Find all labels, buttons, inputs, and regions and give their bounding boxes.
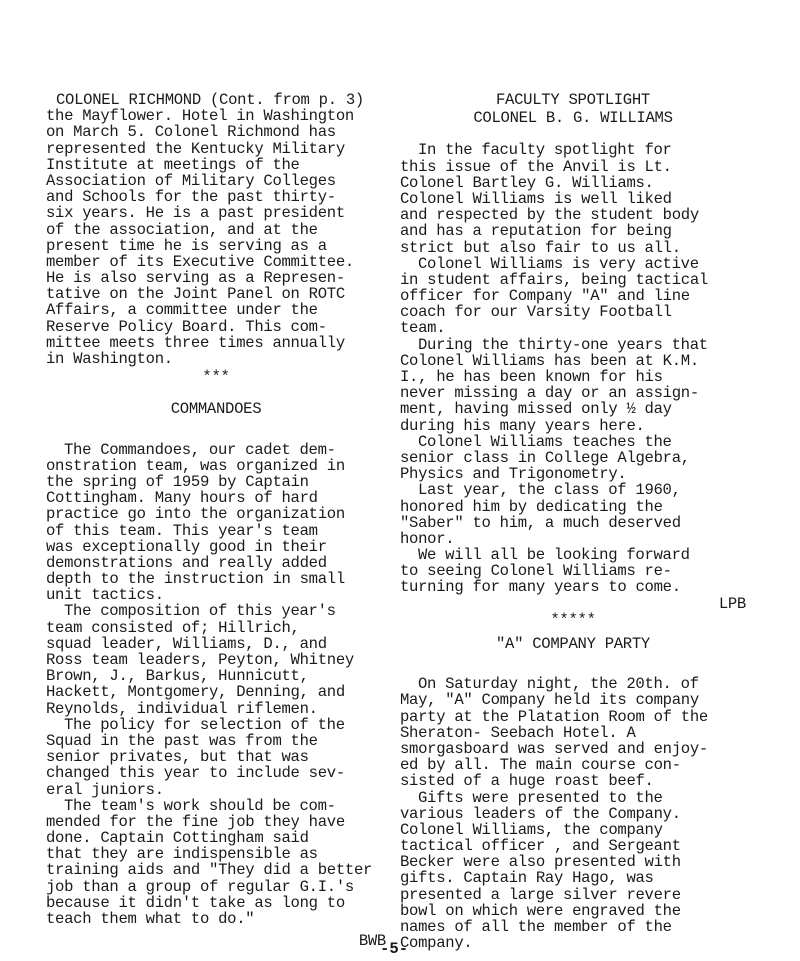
text-line: teach them what to do." bbox=[46, 910, 255, 928]
spotlight-paragraph bbox=[400, 482, 746, 547]
text-line: Company. bbox=[400, 934, 473, 953]
byline: LPB bbox=[718, 594, 746, 613]
party-heading: "A" COMPANY PARTY bbox=[496, 635, 650, 653]
text-line: squad leader, Williams, D., and bbox=[46, 634, 327, 653]
text-line: because it didn't take as long to bbox=[46, 893, 345, 912]
byline: BWB bbox=[358, 932, 386, 951]
text-line: May, "A" Company held its company bbox=[400, 691, 699, 710]
commandoes-paragraph bbox=[46, 442, 386, 604]
commandoes-paragraph bbox=[46, 798, 386, 928]
text-line: Reserve Policy Board. This com- bbox=[46, 317, 327, 336]
spotlight-subheading: COLONEL B. G. WILLIAMS bbox=[473, 109, 673, 128]
text-line: presented a large silver revere bbox=[400, 885, 681, 904]
text-line: Becker were also presented with bbox=[400, 853, 681, 872]
text-line: this issue of the Anvil is Lt. bbox=[400, 157, 672, 176]
text-line: Colonel Williams, the company bbox=[400, 820, 663, 839]
text-line: demonstrations and really added bbox=[46, 553, 327, 572]
party-paragraph bbox=[400, 790, 746, 952]
text-line: various leaders of the Company. bbox=[400, 804, 681, 823]
text-line: Reynolds, individual riflemen. bbox=[46, 699, 318, 718]
text-line: ed by all. The main course con- bbox=[400, 756, 681, 775]
text-line: Sheraton- Seebach Hotel. A bbox=[400, 723, 636, 742]
text-line: We will all be looking forward bbox=[418, 546, 690, 565]
text-line: In the faculty spotlight for bbox=[418, 141, 672, 160]
text-line: training aids and "They did a better bbox=[46, 861, 373, 880]
text-line: coach for our Varsity Football bbox=[400, 303, 672, 322]
text-line: bowl on which were engraved the bbox=[400, 901, 681, 920]
separator: *** bbox=[202, 368, 230, 387]
text-line: Colonel Williams teaches the bbox=[418, 432, 672, 451]
richmond-heading: COLONEL RICHMOND (Cont. from p. 3) bbox=[56, 91, 364, 109]
text-line: honor. bbox=[400, 529, 455, 548]
text-line: eral juniors. bbox=[46, 780, 164, 799]
text-line: Brown, J., Barkus, Hunnicutt, bbox=[46, 667, 309, 686]
spotlight-paragraph bbox=[400, 142, 746, 255]
spotlight-heading: FACULTY SPOTLIGHT bbox=[496, 91, 650, 109]
text-line: job than a group of regular G.I.'s bbox=[46, 877, 354, 896]
text-line: I., he has been known for his bbox=[400, 368, 663, 386]
text-line: team. bbox=[400, 319, 446, 338]
right-column bbox=[400, 92, 746, 951]
text-line: in Washington. bbox=[46, 350, 173, 368]
text-line: the spring of 1959 by Captain bbox=[46, 472, 309, 491]
text-line: never missing a day or an assign- bbox=[400, 384, 699, 403]
text-line: the Mayflower. Hotel in Washington bbox=[46, 107, 354, 126]
text-line: Colonel Williams is well liked bbox=[400, 189, 672, 208]
text-line: that they are indispensible as bbox=[46, 845, 318, 864]
text-line: on March 5. Colonel Richmond has bbox=[46, 123, 336, 142]
text-line: The Commandoes, our cadet dem- bbox=[64, 440, 336, 459]
text-line: depth to the instruction in small bbox=[46, 570, 345, 589]
text-line: names of all the member of the bbox=[400, 918, 672, 936]
text-line: onstration team, was organized in bbox=[46, 456, 345, 475]
text-line: Colonel Williams is very active bbox=[418, 254, 699, 273]
text-line: and respected by the student body bbox=[400, 206, 699, 225]
text-line: in student affairs, being tactical bbox=[400, 270, 708, 289]
text-line: unit tactics. bbox=[46, 586, 164, 605]
spotlight-paragraph bbox=[400, 547, 746, 596]
text-line: honored him by dedicating the bbox=[400, 497, 663, 516]
text-line: On Saturday night, the 20th. of bbox=[418, 675, 699, 694]
text-line: "Saber" to him, a much deserved bbox=[400, 513, 681, 532]
left-column bbox=[46, 92, 386, 949]
text-line: Affairs, a committee under the bbox=[46, 301, 318, 320]
commandoes-paragraph bbox=[46, 603, 386, 716]
text-line: ment, having missed only ½ day bbox=[400, 400, 672, 419]
spotlight-paragraph bbox=[400, 337, 746, 434]
text-line: senior class in College Algebra, bbox=[400, 448, 690, 467]
text-line: Ross team leaders, Peyton, Whitney bbox=[46, 651, 354, 669]
text-line: sisted of a huge roast beef. bbox=[400, 772, 654, 791]
text-line: and Schools for the past thirty- bbox=[46, 188, 336, 207]
text-line: Colonel Williams has been at K.M. bbox=[400, 351, 699, 370]
text-line: member of its Executive Committee. bbox=[46, 252, 354, 271]
text-line: tactical officer , and Sergeant bbox=[400, 837, 681, 856]
text-line: mended for the fine job they have bbox=[46, 812, 345, 831]
text-line: mittee meets three times annually bbox=[46, 333, 345, 352]
spotlight-paragraph bbox=[400, 256, 746, 337]
text-line: and has a reputation for being bbox=[400, 222, 672, 241]
text-line: Squad in the past was from the bbox=[46, 731, 318, 750]
text-line: party at the Platation Room of the bbox=[400, 707, 708, 726]
text-line: smorgasboard was served and enjoy- bbox=[400, 739, 708, 758]
text-line: The team's work should be com- bbox=[64, 796, 336, 815]
text-line: Physics and Trigonometry. bbox=[400, 465, 627, 484]
commandoes-heading: COMMANDOES bbox=[170, 400, 262, 419]
text-line: turning for many years to come. bbox=[400, 578, 681, 597]
commandoes-paragraph bbox=[46, 717, 386, 798]
text-line: of the association, and at the bbox=[46, 220, 318, 239]
text-line: During the thirty-one years that bbox=[418, 335, 708, 354]
text-line: strict but also fair to us all. bbox=[400, 238, 681, 257]
text-line: The policy for selection of the bbox=[64, 715, 345, 734]
text-line: Hackett, Montgomery, Denning, and bbox=[46, 683, 345, 702]
text-line: practice go into the organization bbox=[46, 505, 345, 524]
text-line: during his many years here. bbox=[400, 416, 645, 435]
richmond-paragraph bbox=[46, 108, 386, 367]
text-line: to seeing Colonel Williams re- bbox=[400, 562, 672, 581]
text-line: was exceptionally good in their bbox=[46, 537, 327, 556]
text-line: senior privates, but that was bbox=[46, 748, 309, 767]
page-number: -5- bbox=[380, 940, 409, 958]
text-line: represented the Kentucky Military bbox=[46, 139, 345, 158]
text-line: Institute at meetings of the bbox=[46, 155, 300, 174]
text-line: officer for Company "A" and line bbox=[400, 287, 690, 306]
text-line: Association of Military Colleges bbox=[46, 171, 336, 190]
party-paragraph bbox=[400, 676, 746, 789]
text-line: of this team. This year's team bbox=[46, 521, 318, 540]
spotlight-paragraph bbox=[400, 434, 746, 483]
text-line: Colonel Bartley G. Williams. bbox=[400, 173, 654, 192]
text-line: changed this year to include sev- bbox=[46, 764, 345, 783]
text-line: tative on the Joint Panel on ROTC bbox=[46, 285, 345, 304]
text-line: team consisted of; Hillrich, bbox=[46, 618, 300, 637]
text-line: Last year, the class of 1960, bbox=[418, 481, 681, 500]
text-line: gifts. Captain Ray Hago, was bbox=[400, 869, 654, 888]
text-line: present time he is serving as a bbox=[46, 236, 327, 255]
text-line: The composition of this year's bbox=[64, 602, 336, 621]
text-line: Cottingham. Many hours of hard bbox=[46, 489, 318, 508]
text-line: six years. He is a past president bbox=[46, 204, 345, 223]
text-line: He is also serving as a Represen- bbox=[46, 269, 345, 288]
separator: ***** bbox=[550, 610, 596, 629]
text-line: Gifts were presented to the bbox=[418, 788, 663, 807]
text-line: done. Captain Cottingham said bbox=[46, 829, 309, 848]
